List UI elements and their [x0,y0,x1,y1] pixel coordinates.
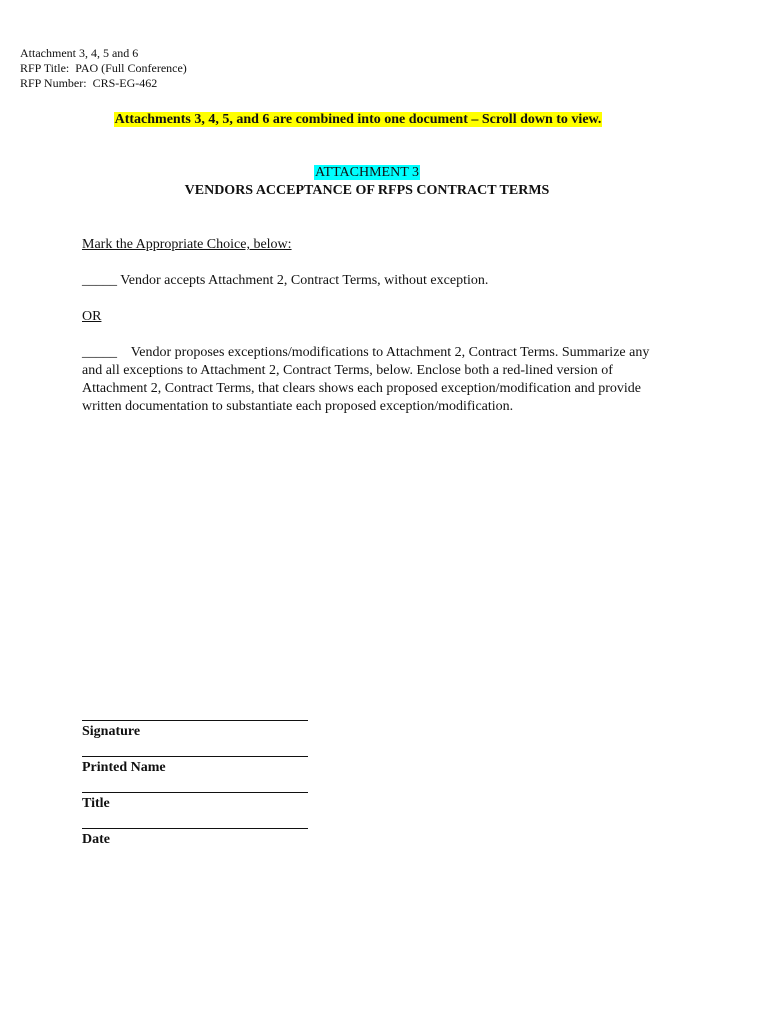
printed-name-line[interactable] [82,756,308,757]
signature-line[interactable] [82,720,308,721]
choice-instructions: Mark the Appropriate Choice, below: [82,237,292,252]
date-line[interactable] [82,828,308,829]
option-accept-text: Vendor accepts Attachment 2, Contract Terms, without exception. [117,273,489,288]
option-accept-blank[interactable]: _____ [82,273,117,288]
printed-name-field [82,756,310,777]
attachment-heading [0,164,734,200]
title-field [82,792,310,813]
document-header [20,46,187,91]
option-exceptions [82,344,652,416]
combined-notice-text: Attachments 3, 4, 5, and 6 are combined into one document – Scroll down to view. [114,112,602,127]
header-rfp-title: RFP Title: PAO (Full Conference) [20,61,187,75]
attachment-title: VENDORS ACCEPTANCE OF RFPS CONTRACT TERMS [184,183,550,198]
attachment-label: ATTACHMENT 3 [314,165,419,180]
header-attachments: Attachment 3, 4, 5 and 6 [20,46,139,60]
combined-notice [0,110,716,130]
header-rfp-number: RFP Number: CRS-EG-462 [20,76,158,90]
date-field [82,828,310,849]
or-label: OR [82,309,102,324]
option-accept [82,272,652,290]
printed-name-label: Printed Name [82,760,166,775]
signature-field [82,720,310,741]
option-exceptions-blank[interactable]: _____ [82,345,117,360]
date-label: Date [82,832,110,847]
title-label: Title [82,796,110,811]
signature-label: Signature [82,724,141,739]
title-line[interactable] [82,792,308,793]
option-exceptions-text: Vendor proposes exceptions/modifications to Attachment 2, Contract Terms. Summarize any and all exceptions to Attachment 2, Contract Terms, below. Enclose both a red-lined version of Attachment 2, Contract Terms, that clears shows each proposed exception/modification and provide written documentation to substantiate each proposed exception/modification. [82,345,653,414]
